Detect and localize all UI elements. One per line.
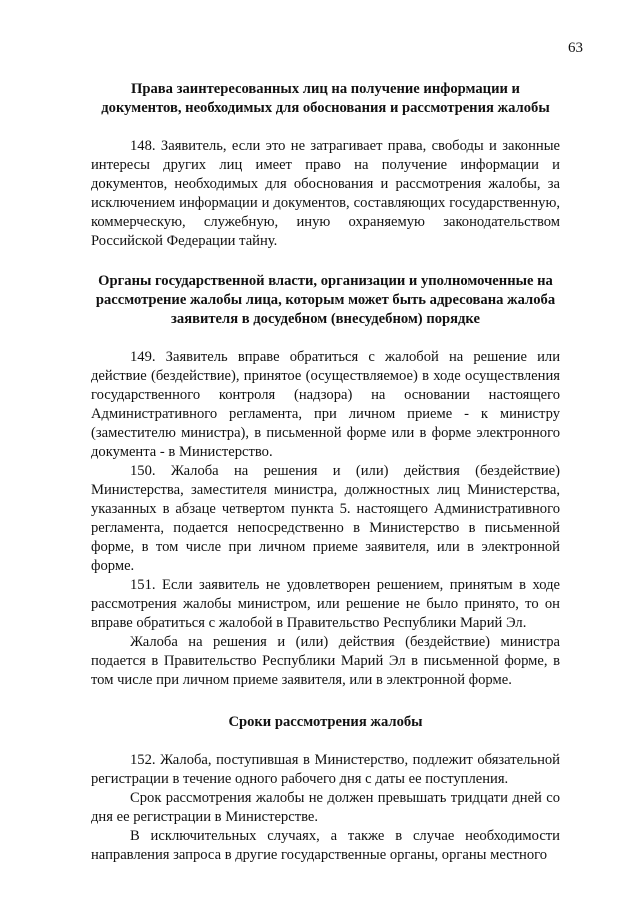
section-heading-info-rights: Права заинтересованных лиц на получение информации и документов, необходимых для обоснования и рассмотрения жалобы [101,81,550,116]
paragraph-151-continued: Жалоба на решения и (или) действия (бездействие) министра подается в Правительство Республики Марий Эл в письменной форме, в том числе при личном приеме заявителя, или в электронной форме. [91,634,560,688]
paragraph-152: 152. Жалоба, поступившая в Министерство, подлежит обязательной регистрации в течение одного рабочего дня с даты ее поступления. [91,752,560,787]
page-number: 63 [568,40,583,56]
paragraph-152-review-period: Срок рассмотрения жалобы не должен превышать тридцати дней со дня ее регистрации в Министерстве. [91,790,560,825]
document-body [91,80,560,865]
paragraph-152-exceptional-cases: В исключительных случаях, а также в случае необходимости направления запроса в другие государственные органы, органы местного [91,828,560,863]
paragraph-148: 148. Заявитель, если это не затрагивает права, свободы и законные интересы других лиц имеет право на получение информации и документов, необходимых для обоснования и рассмотрения жалобы, за исключением информации и документов, составляющих государственную, коммерческую, служебную, иную охраняемую законодательством Российской Федерации тайну. [91,138,560,249]
section-heading-authorities: Органы государственной власти, организации и уполномоченные на рассмотрение жалобы лица, которым может быть адресована жалоба заявителя в досудебном (внесудебном) порядке [95,273,556,327]
paragraph-151: 151. Если заявитель не удовлетворен решением, принятым в ходе рассмотрения жалобы министром, или решение не было принято, то он вправе обратиться с жалобой в Правительство Республики Марий Эл. [91,577,560,631]
section-heading-review-terms: Сроки рассмотрения жалобы [228,714,423,730]
paragraph-150: 150. Жалоба на решения и (или) действия (бездействие) Министерства, заместителя министра, должностных лиц Министерства, указанных в абзаце четвертом пункта 5. настоящего Административного регламента, подается непосредственно в Министерство в письменной форме, в том числе при личном приеме заявителя, или в электронной форме. [91,463,560,574]
paragraph-149: 149. Заявитель вправе обратиться с жалобой на решение или действие (бездействие), принятое (осуществляемое) в ходе осуществления государственного контроля (надзора) на основании настоящего Административного регламента, при личном приеме - к министру (заместителю министра), в письменной форме или в форме электронного документа - в Министерство. [91,349,560,460]
